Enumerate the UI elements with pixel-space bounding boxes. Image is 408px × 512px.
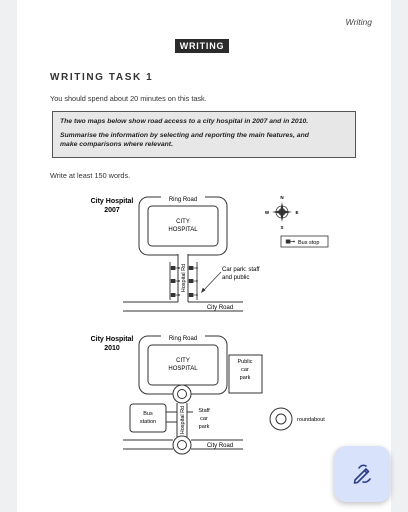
bus-stop-icon — [189, 279, 198, 283]
compass-west: W — [264, 210, 270, 215]
car-park-label: and public — [222, 275, 250, 281]
compass-north: N — [280, 195, 284, 200]
hospital-label: CITY — [176, 358, 190, 364]
task-heading: WRITING TASK 1 — [50, 72, 154, 83]
map-2010 — [91, 334, 262, 454]
bus-stop-icon — [189, 293, 198, 297]
map-2007 — [91, 195, 260, 311]
map-2010-title: City Hospital — [90, 336, 134, 343]
bus-station — [130, 404, 166, 432]
map-2010-year: 2010 — [104, 345, 120, 352]
time-instruction: You should spend about 20 minutes on this task. — [50, 94, 207, 103]
ring-road-label: Ring Road — [168, 197, 198, 203]
running-head: Writing — [345, 17, 372, 27]
edit-fab-button[interactable] — [334, 446, 390, 502]
hospital-road-label: Hospital Rd — [180, 405, 186, 435]
word-instruction: Write at least 150 words. — [50, 171, 131, 180]
staff-car-park-label: Staff — [198, 408, 210, 414]
roundabout-key-label: roundabout — [297, 417, 325, 423]
bus-station-label: Bus — [143, 411, 153, 417]
roundabout-key — [270, 408, 325, 430]
public-car-park-label: Public — [237, 359, 253, 365]
pen-edit-icon — [349, 461, 375, 487]
hospital-block — [148, 206, 218, 246]
compass-south: S — [280, 225, 284, 230]
task-prompt-line: The two maps below show road access to a city hospital in 2007 and in 2010. — [60, 118, 309, 125]
bus-stop-key-label: Bus stop — [298, 240, 320, 246]
map-2007-year: 2007 — [104, 207, 120, 214]
car-park-label: Car park: staff — [222, 267, 260, 273]
city-road-label: City Road — [206, 443, 234, 449]
task-prompt-line: Summarise the information by selecting and reporting the main features, and — [60, 132, 309, 140]
car-park-pointer-head — [201, 288, 206, 293]
roundabout-upper-inner — [178, 390, 187, 399]
public-car-park-label: park — [239, 375, 251, 381]
hospital-label: HOSPITAL — [168, 227, 198, 233]
car-park-pointer — [203, 272, 221, 291]
hospital-road-label: Hospital Rd — [181, 263, 187, 293]
compass-east: E — [295, 210, 299, 215]
hospital-label: HOSPITAL — [168, 366, 198, 372]
section-banner: WRITING — [175, 39, 229, 53]
hospital-block — [148, 345, 218, 385]
bus-station-label: station — [139, 419, 157, 425]
roundabout-key-inner — [276, 414, 286, 424]
staff-car-park-label: car — [200, 416, 208, 422]
ring-road-label: Ring Road — [168, 336, 198, 342]
bus-stop-icon — [189, 266, 198, 270]
bus-stop-key — [281, 236, 328, 247]
hospital-label: CITY — [176, 219, 190, 225]
roundabout-lower-inner — [178, 441, 187, 450]
map-2007-title: City Hospital — [90, 198, 134, 205]
city-road-label: City Road — [206, 305, 234, 311]
staff-car-park-label: park — [198, 424, 210, 430]
task-prompt-line: make comparisons where relevant. — [60, 140, 173, 148]
public-car-park-label: car — [241, 367, 249, 373]
compass-rose-icon — [265, 195, 299, 230]
